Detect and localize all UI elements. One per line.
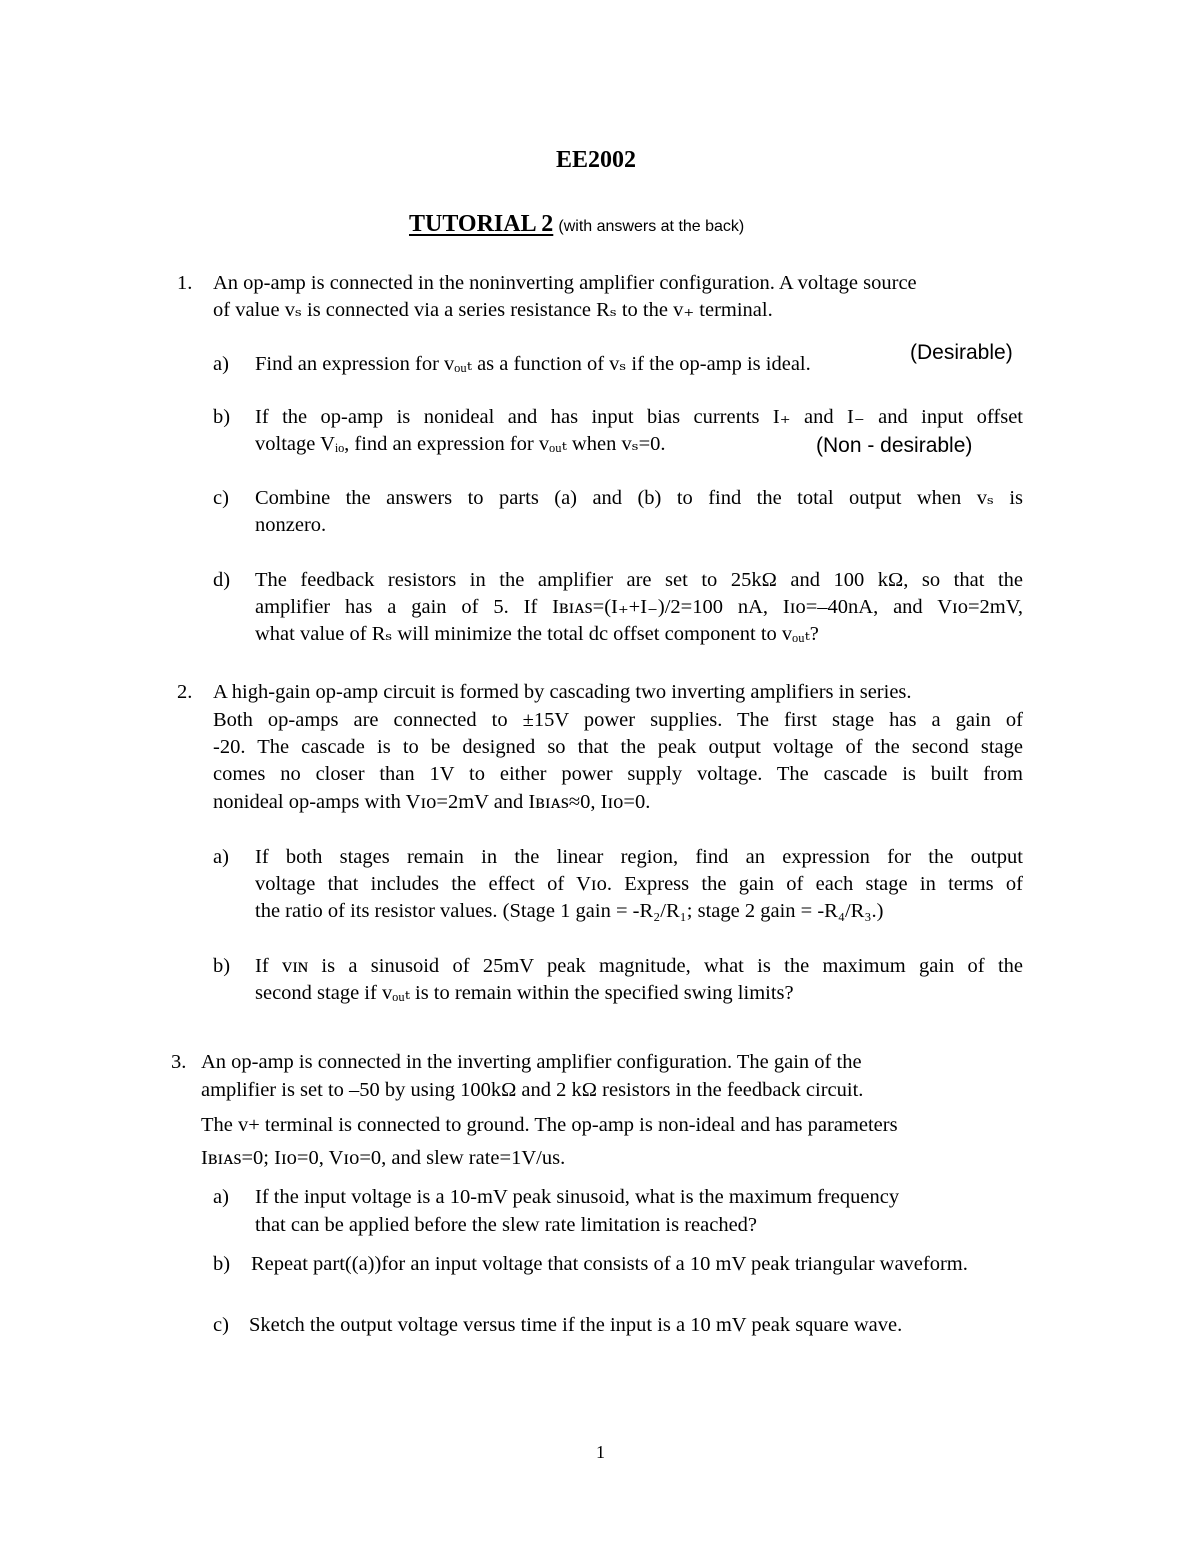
q3c-label: c) <box>213 1314 229 1336</box>
q2a-label: a) <box>213 846 229 868</box>
page-number: 1 <box>596 1442 605 1462</box>
q1c-label: c) <box>213 487 229 509</box>
q1-line-1: An op-amp is connected in the noninverting amplifier configuration. A voltage source <box>213 272 917 294</box>
q3-line-4: Iʙɪᴀѕ=0; Iɪᴏ=0, Vɪᴏ=0, and slew rate=1V/us. <box>201 1147 566 1169</box>
q2-line-4: comes no closer than 1V to either power supply voltage. The cascade is built from <box>213 763 1023 785</box>
q2a-line-1: If both stages remain in the linear region, find an expression for the output <box>255 846 1023 868</box>
course-code: EE2002 <box>556 147 637 173</box>
q2a-line-2: voltage that includes the effect of Vɪᴏ. Express the gain of each stage in terms of <box>255 873 1023 895</box>
q1d-line-3: what value of Rₛ will minimize the total dc offset component to vₒᵤₜ? <box>255 623 819 645</box>
q1b-line-2: voltage Vᵢₒ, find an expression for vₒᵤₜ when vₛ=0. <box>255 433 666 455</box>
q3a-line-2: that can be applied before the slew rate limitation is reached? <box>255 1214 758 1236</box>
q2-line-2: Both op-amps are connected to ±15V power supplies. The first stage has a gain of <box>213 709 1023 731</box>
q1-number: 1. <box>177 272 193 294</box>
q3b-label: b) <box>213 1253 231 1275</box>
q2a-line-3: the ratio of its resistor values. (Stage 1 gain = -R₂/R₁; stage 2 gain = -R₄/R₃.) <box>255 900 884 922</box>
tutorial-note: (with answers at the back) <box>558 218 745 235</box>
q2-line-5: nonideal op-amps with Vɪᴏ=2mV and Iʙɪᴀѕ≈0, Iɪᴏ=0. <box>213 791 651 813</box>
q3-line-2: amplifier is set to –50 by using 100kΩ and 2 kΩ resistors in the feedback circuit. <box>201 1079 864 1101</box>
q1b-label: b) <box>213 406 231 428</box>
q2-line-1: A high-gain op-amp circuit is formed by cascading two inverting amplifiers in series. <box>213 681 912 703</box>
desirable-annotation: (Desirable) <box>910 341 1013 364</box>
q2b-line-1: If vɪɴ is a sinusoid of 25mV peak magnitude, what is the maximum gain of the <box>255 955 1023 977</box>
q2-line-3: -20. The cascade is to be designed so that the peak output voltage of the second stage <box>213 736 1023 758</box>
q3-line-1: An op-amp is connected in the inverting amplifier configuration. The gain of the <box>201 1051 862 1073</box>
q1d-label: d) <box>213 569 231 591</box>
q2b-label: b) <box>213 955 231 977</box>
q1c-line-1: Combine the answers to parts (a) and (b) to find the total output when vₛ is <box>255 487 1023 509</box>
tutorial-title: TUTORIAL 2 <box>409 211 554 237</box>
q1a-line-1: Find an expression for vₒᵤₜ as a function of vₛ if the op-amp is ideal. <box>255 353 811 375</box>
q3-number: 3. <box>171 1051 187 1073</box>
q3a-label: a) <box>213 1186 229 1208</box>
q2-number: 2. <box>177 681 193 703</box>
q1-line-2: of value vₛ is connected via a series resistance Rₛ to the v₊ terminal. <box>213 299 773 321</box>
q2b-line-2: second stage if vₒᵤₜ is to remain within the specified swing limits? <box>255 982 794 1004</box>
q1d-line-2: amplifier has a gain of 5. If Iʙɪᴀѕ=(I₊+I₋)/2=100 nA, Iɪᴏ=–40nA, and Vɪᴏ=2mV, <box>255 596 1023 618</box>
q1d-line-1: The feedback resistors in the amplifier are set to 25kΩ and 100 kΩ, so that the <box>255 569 1023 591</box>
q1c-line-2: nonzero. <box>255 514 327 536</box>
q3-line-3: The v+ terminal is connected to ground. The op-amp is non-ideal and has parameters <box>201 1114 898 1136</box>
q3c-line-1: Sketch the output voltage versus time if the input is a 10 mV peak square wave. <box>249 1314 903 1336</box>
q3a-line-1: If the input voltage is a 10-mV peak sinusoid, what is the maximum frequency <box>255 1186 900 1208</box>
q1b-line-1: If the op-amp is nonideal and has input bias currents I₊ and I₋ and input offset <box>255 406 1023 428</box>
non-desirable-annotation: (Non - desirable) <box>816 434 973 457</box>
q3b-line-1: Repeat part((a))for an input voltage that consists of a 10 mV peak triangular waveform. <box>251 1253 968 1275</box>
q1a-label: a) <box>213 353 229 375</box>
tutorial-heading <box>409 211 744 238</box>
